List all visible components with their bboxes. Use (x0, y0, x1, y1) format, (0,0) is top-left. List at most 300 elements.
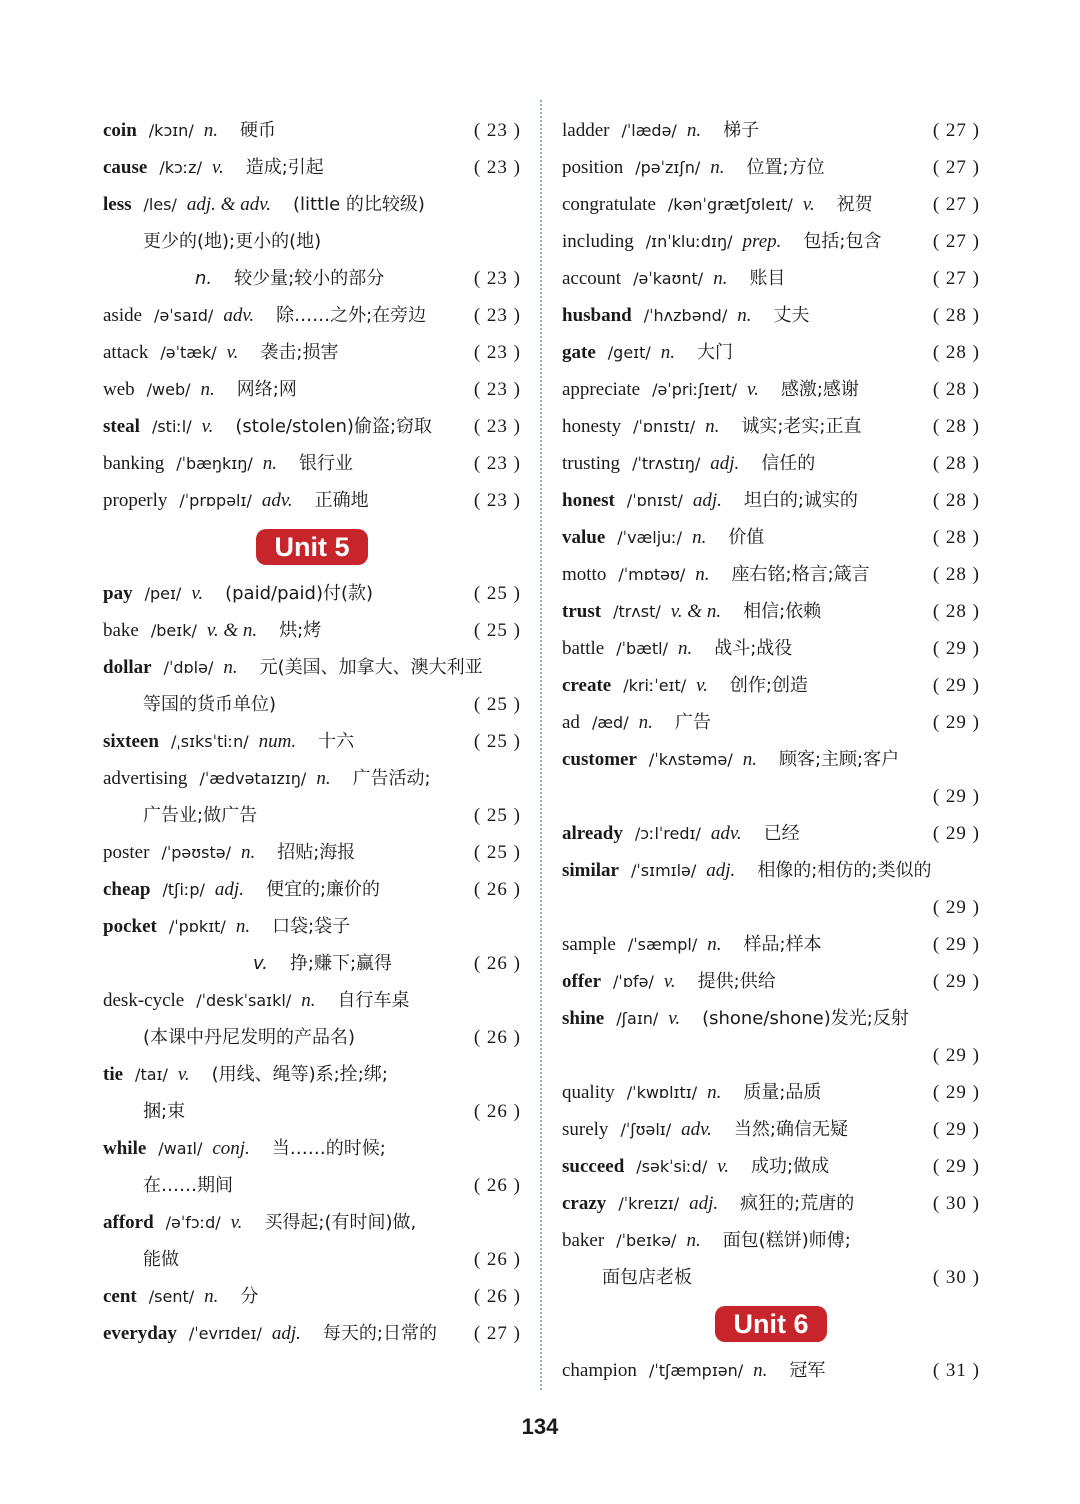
page-reference: ( 23 ) (473, 305, 521, 326)
chinese-meaning: 祝贺 (836, 194, 873, 215)
entry-continuation (103, 260, 521, 297)
vocab-entry (562, 1222, 980, 1259)
vocab-entry (562, 1148, 980, 1185)
chinese-meaning: 十六 (318, 731, 355, 752)
headword: already (562, 823, 623, 844)
chinese-meaning: 相信;依赖 (743, 601, 822, 622)
unit-heading (103, 519, 521, 575)
vocab-entry (562, 334, 980, 371)
chinese-meaning: 元(美国、加拿大、澳大利亚 (259, 657, 483, 678)
part-of-speech: n. (301, 990, 316, 1011)
vocab-entry (103, 575, 521, 612)
part-of-speech: n. (753, 1360, 768, 1381)
entry-continuation (103, 1241, 521, 1278)
page-reference: ( 23 ) (473, 268, 521, 289)
vocab-entry (562, 1185, 980, 1222)
part-of-speech: adj. (271, 1323, 301, 1344)
part-of-speech: v. & n. (670, 601, 722, 622)
part-of-speech: v. (201, 416, 214, 437)
chinese-meaning: 买得起;(有时间)做, (264, 1212, 417, 1233)
vocab-entry (103, 408, 521, 445)
chinese-meaning: 广告活动; (352, 768, 431, 789)
headword: aside (103, 305, 143, 326)
phonetic: /ˌsɪksˈtiːn/ (170, 732, 249, 751)
chinese-meaning: 提供;供给 (697, 971, 776, 992)
part-of-speech: v. (253, 953, 268, 974)
vocab-entry (562, 371, 980, 408)
phonetic: /ˈɒnɪst/ (626, 491, 683, 510)
left-column (103, 112, 521, 1352)
chinese-meaning: (用线、绳等)系;拴;绑; (211, 1064, 388, 1085)
headword: create (562, 675, 612, 696)
part-of-speech: n. (705, 416, 720, 437)
entry-continuation (103, 945, 521, 982)
part-of-speech: v. & n. (206, 620, 258, 641)
phonetic: /ˈdɒlə/ (163, 658, 214, 677)
part-of-speech: n. (677, 638, 693, 659)
part-of-speech: n. (710, 157, 725, 178)
headword: poster (103, 842, 150, 863)
chinese-meaning: (shone/shone)发光;反射 (702, 1008, 909, 1029)
headword: quality (562, 1082, 615, 1103)
continuation-text: 等国的货币单位) (143, 694, 277, 715)
page-reference: ( 29 ) (932, 786, 980, 807)
phonetic: /ˈkʌstəmə/ (648, 750, 733, 769)
vocab-entry (103, 1056, 521, 1093)
vocab-entry (562, 556, 980, 593)
page-reference: ( 23 ) (473, 416, 521, 437)
part-of-speech: v. (802, 194, 815, 215)
entry-continuation (103, 223, 521, 260)
part-of-speech: adj. (689, 1193, 719, 1214)
part-of-speech: adv. (710, 823, 742, 844)
page-reference: ( 28 ) (932, 342, 980, 363)
phonetic: /ˈsæmpl/ (627, 935, 698, 954)
page-reference: ( 23 ) (473, 342, 521, 363)
headword: cent (103, 1286, 137, 1307)
phonetic: /əˈkaʊnt/ (633, 269, 704, 288)
entry-continuation (103, 797, 521, 834)
page-reference: ( 23 ) (473, 453, 521, 474)
vocab-entry (103, 1130, 521, 1167)
chinese-meaning: 银行业 (299, 453, 354, 474)
phonetic: /səkˈsiːd/ (636, 1157, 708, 1176)
entry-continuation (103, 1019, 521, 1056)
headword: attack (103, 342, 149, 363)
phonetic: /web/ (146, 380, 191, 399)
vocab-entry (562, 704, 980, 741)
chinese-meaning: 已经 (763, 823, 800, 844)
entry-continuation (103, 686, 521, 723)
vocab-entry (103, 982, 521, 1019)
part-of-speech: adj. (692, 490, 722, 511)
vocab-entry (562, 1111, 980, 1148)
vocab-entry (562, 593, 980, 630)
phonetic: /geɪt/ (607, 343, 651, 362)
continuation-text: 广告业;做广告 (143, 805, 258, 826)
vocab-entry (103, 871, 521, 908)
phonetic: /ˈpɒkɪt/ (168, 917, 226, 936)
phonetic: /kɔːz/ (159, 158, 202, 177)
page-reference: ( 31 ) (932, 1360, 980, 1381)
page-reference: ( 26 ) (473, 1249, 521, 1270)
headword: sixteen (103, 731, 159, 752)
part-of-speech: adv. (223, 305, 255, 326)
page-reference: ( 27 ) (932, 120, 980, 141)
chinese-meaning: 广告 (674, 712, 711, 733)
continuation-text: v. 挣;赚下;赢得 (253, 953, 393, 974)
vocab-entry (103, 186, 521, 223)
phonetic: /ˈvæljuː/ (617, 528, 683, 547)
headword: customer (562, 749, 637, 770)
part-of-speech: n. (692, 527, 707, 548)
part-of-speech: v. (226, 342, 239, 363)
vocab-entry (103, 1315, 521, 1352)
phonetic: /beɪk/ (150, 621, 197, 640)
page-reference: ( 26 ) (473, 1101, 521, 1122)
chinese-meaning: 账目 (749, 268, 786, 289)
page-reference: ( 29 ) (932, 675, 980, 696)
part-of-speech: n. (204, 1286, 219, 1307)
headword: desk-cycle (103, 990, 185, 1011)
headword: succeed (562, 1156, 625, 1177)
page-reference: ( 28 ) (932, 379, 980, 400)
page-reference: ( 25 ) (473, 694, 521, 715)
entry-continuation (103, 1093, 521, 1130)
continuation-text (562, 897, 602, 918)
page-reference: ( 25 ) (473, 620, 521, 641)
part-of-speech: adj. & adv. (186, 194, 271, 215)
headword: web (103, 379, 135, 400)
page-reference: ( 26 ) (473, 1175, 521, 1196)
chinese-meaning: 战斗;战役 (714, 638, 793, 659)
headword: dollar (103, 657, 152, 678)
phonetic: /ʃaɪn/ (616, 1009, 659, 1028)
part-of-speech: adj. (706, 860, 736, 881)
phonetic: /ˈɒnɪstɪ/ (633, 417, 696, 436)
vocab-entry (103, 834, 521, 871)
headword: sample (562, 934, 616, 955)
phonetic: /trʌst/ (613, 602, 661, 621)
chinese-meaning: 丈夫 (773, 305, 810, 326)
vocab-entry (103, 112, 521, 149)
headword: honest (562, 490, 615, 511)
page-reference: ( 29 ) (932, 971, 980, 992)
page-reference: ( 23 ) (473, 490, 521, 511)
unit-badge: Unit 6 (715, 1306, 826, 1342)
chinese-meaning: 造成;引起 (245, 157, 324, 178)
headword: motto (562, 564, 607, 585)
headword: tie (103, 1064, 124, 1085)
phonetic: /əˈfɔːd/ (165, 1213, 221, 1232)
vocab-entry (562, 926, 980, 963)
page-reference: ( 29 ) (932, 638, 980, 659)
chinese-meaning: 冠军 (789, 1360, 826, 1381)
phonetic: /ˈmɒtəʊ/ (618, 565, 686, 584)
headword: ladder (562, 120, 610, 141)
part-of-speech: v. (663, 971, 676, 992)
phonetic: /ˈprɒpəlɪ/ (179, 491, 252, 510)
headword: value (562, 527, 606, 548)
vocab-entry (103, 371, 521, 408)
part-of-speech: v. (747, 379, 759, 400)
part-of-speech: n. (686, 120, 702, 141)
vocab-entry (562, 149, 980, 186)
page-reference: ( 28 ) (932, 601, 980, 622)
chinese-meaning: 疯狂的;荒唐的 (740, 1193, 855, 1214)
chinese-meaning: 面包(糕饼)师傅; (722, 1230, 851, 1251)
vocab-entry (103, 649, 521, 686)
chinese-meaning: 大门 (697, 342, 734, 363)
part-of-speech: conj. (212, 1138, 250, 1159)
headword: banking (103, 453, 165, 474)
chinese-meaning: 当然;确信无疑 (733, 1119, 848, 1140)
part-of-speech: v. (211, 157, 224, 178)
phonetic: /ˈhʌzbənd/ (643, 306, 728, 325)
vocab-entry (562, 519, 980, 556)
part-of-speech: n. (262, 453, 278, 474)
phonetic: /ˈædvətaɪzɪŋ/ (199, 769, 307, 788)
headword: battle (562, 638, 605, 659)
vocab-entry (562, 186, 980, 223)
headword: everyday (103, 1323, 177, 1344)
chinese-meaning: 自行车桌 (337, 990, 410, 1011)
vocab-entry (103, 1204, 521, 1241)
vocab-entry (562, 741, 980, 778)
headword: baker (562, 1230, 605, 1251)
continuation-text: 能做 (143, 1249, 179, 1270)
chinese-meaning: 正确地 (314, 490, 369, 511)
page-reference: ( 29 ) (932, 823, 980, 844)
page-reference: ( 28 ) (932, 527, 980, 548)
vocab-entry (103, 612, 521, 649)
phonetic: /ˈsɪmɪlə/ (631, 861, 697, 880)
chinese-meaning: 除……之外;在旁边 (276, 305, 427, 326)
unit-heading (562, 1296, 980, 1352)
vocab-entry (103, 297, 521, 334)
page-reference: ( 26 ) (473, 1286, 521, 1307)
vocab-entry (103, 482, 521, 519)
vocab-entry (562, 630, 980, 667)
headword: coin (103, 120, 137, 141)
part-of-speech: v. (230, 1212, 243, 1233)
page-reference: ( 27 ) (473, 1323, 521, 1344)
page-reference: ( 26 ) (473, 879, 521, 900)
chinese-meaning: 顾客;主顾;客户 (778, 749, 900, 770)
page-reference: ( 23 ) (473, 120, 521, 141)
phonetic: /ˈpəʊstə/ (161, 843, 231, 862)
continuation-text: 在……期间 (143, 1175, 233, 1196)
chinese-meaning: 袭击;损害 (260, 342, 339, 363)
headword: while (103, 1138, 147, 1159)
phonetic: /əˈtæk/ (160, 343, 217, 362)
page-reference: ( 28 ) (932, 305, 980, 326)
phonetic: /waɪl/ (158, 1139, 203, 1158)
chinese-meaning: (stole/stolen)偷盗;窃取 (235, 416, 433, 437)
headword: including (562, 231, 634, 252)
vocab-entry (103, 1278, 521, 1315)
vocab-entry (562, 297, 980, 334)
page-reference: ( 28 ) (932, 453, 980, 474)
headword: similar (562, 860, 619, 881)
part-of-speech: n. (707, 1082, 722, 1103)
page-reference: ( 30 ) (932, 1267, 980, 1288)
vocab-entry (103, 723, 521, 760)
page-reference: ( 29 ) (932, 934, 980, 955)
part-of-speech: n. (660, 342, 676, 363)
part-of-speech: n. (686, 1230, 701, 1251)
page-reference: ( 28 ) (932, 564, 980, 585)
chinese-meaning: 当……的时候; (271, 1138, 386, 1159)
phonetic: /ˈbætl/ (616, 639, 668, 658)
page-reference: ( 29 ) (932, 712, 980, 733)
page-reference: ( 26 ) (473, 953, 521, 974)
headword: advertising (103, 768, 188, 789)
phonetic: /tʃiːp/ (162, 880, 205, 899)
entry-continuation (562, 1259, 980, 1296)
headword: shine (562, 1008, 605, 1029)
part-of-speech: n. (195, 268, 213, 289)
vocab-entry (562, 667, 980, 704)
phonetic: /ˈbæŋkɪŋ/ (176, 454, 253, 473)
part-of-speech: n. (713, 268, 728, 289)
right-column (562, 112, 980, 1389)
vocab-entry (103, 908, 521, 945)
phonetic: /ˈdeskˈsaɪkl/ (196, 991, 292, 1010)
headword: honesty (562, 416, 622, 437)
page-reference: ( 27 ) (932, 194, 980, 215)
vocab-entry (562, 112, 980, 149)
page-reference: ( 30 ) (932, 1193, 980, 1214)
page-number: 134 (521, 1414, 559, 1439)
page-reference: ( 23 ) (473, 379, 521, 400)
page-reference: ( 25 ) (473, 805, 521, 826)
chinese-meaning: 创作;创造 (729, 675, 808, 696)
phonetic: /kriːˈeɪt/ (623, 676, 687, 695)
chinese-meaning: 位置;方位 (746, 157, 825, 178)
phonetic: /ˈkwɒlɪtɪ/ (626, 1083, 698, 1102)
entry-continuation (562, 1037, 980, 1074)
part-of-speech: n. (695, 564, 710, 585)
vocab-entry (562, 815, 980, 852)
headword: husband (562, 305, 632, 326)
part-of-speech: adv. (261, 490, 293, 511)
headword: offer (562, 971, 602, 992)
part-of-speech: n. (737, 305, 752, 326)
headword: ad (562, 712, 580, 733)
chinese-meaning: 每天的;日常的 (322, 1323, 437, 1344)
vocab-entry (562, 1000, 980, 1037)
page-reference: ( 28 ) (932, 416, 980, 437)
page-reference: ( 25 ) (473, 842, 521, 863)
page-reference: ( 29 ) (932, 1045, 980, 1066)
part-of-speech: v. (177, 1064, 190, 1085)
vocab-entry (562, 852, 980, 889)
phonetic: /sent/ (148, 1287, 195, 1306)
phonetic: /ˈtʃæmpɪən/ (648, 1361, 744, 1380)
chinese-meaning: 成功;做成 (751, 1156, 830, 1177)
vocab-entry (103, 334, 521, 371)
vocab-entry (103, 149, 521, 186)
chinese-meaning: 硬币 (239, 120, 276, 141)
continuation-text: 更少的(地);更小的(地) (143, 231, 322, 252)
vocab-entry (562, 408, 980, 445)
continuation-text (562, 786, 602, 807)
phonetic: /kənˈgrætʃʊleɪt/ (667, 195, 793, 214)
page-reference: ( 27 ) (932, 157, 980, 178)
page-reference: ( 28 ) (932, 490, 980, 511)
chinese-meaning: 梯子 (723, 120, 760, 141)
chinese-meaning: 相像的;相仿的;类似的 (757, 860, 932, 881)
phonetic: /peɪ/ (144, 584, 182, 603)
chinese-meaning: 价值 (728, 527, 765, 548)
continuation-text (562, 1045, 602, 1066)
headword: champion (562, 1360, 637, 1381)
chinese-meaning: 包括;包含 (803, 231, 882, 252)
continuation-text: 面包店老板 (602, 1267, 692, 1288)
entry-continuation (103, 1167, 521, 1204)
page-reference: ( 25 ) (473, 731, 521, 752)
phonetic: /ˈɒfə/ (613, 972, 654, 991)
phonetic: /les/ (143, 195, 177, 214)
headword: properly (103, 490, 168, 511)
part-of-speech: n. (203, 120, 218, 141)
part-of-speech: n. (742, 749, 757, 770)
part-of-speech: n. (707, 934, 722, 955)
vocab-entry (562, 1352, 980, 1389)
phonetic: /ˈʃʊəlɪ/ (620, 1120, 672, 1139)
headword: less (103, 194, 132, 215)
part-of-speech: num. (258, 731, 297, 752)
headword: afford (103, 1212, 154, 1233)
phonetic: /taɪ/ (135, 1065, 168, 1084)
part-of-speech: n. (240, 842, 256, 863)
headword: position (562, 157, 624, 178)
page-reference: ( 26 ) (473, 1027, 521, 1048)
chinese-meaning: 座右铭;格言;箴言 (731, 564, 870, 585)
headword: congratulate (562, 194, 656, 215)
part-of-speech: v. (191, 583, 204, 604)
page-reference: ( 29 ) (932, 897, 980, 918)
headword: trusting (562, 453, 621, 474)
vocab-entry (103, 445, 521, 482)
phonetic: /ˈbeɪkə/ (616, 1231, 677, 1250)
part-of-speech: prep. (742, 231, 782, 252)
chinese-meaning: 网络;网 (236, 379, 297, 400)
page-reference: ( 29 ) (932, 1119, 980, 1140)
page-reference: ( 27 ) (932, 231, 980, 252)
headword: cause (103, 157, 148, 178)
chinese-meaning: 烘;烤 (279, 620, 322, 641)
vocab-entry (562, 223, 980, 260)
chinese-meaning: 感激;感谢 (780, 379, 859, 400)
column-divider (540, 100, 542, 1390)
unit-badge: Unit 5 (256, 529, 367, 565)
part-of-speech: n. (200, 379, 215, 400)
phonetic: /pəˈzɪʃn/ (635, 158, 701, 177)
page-reference: ( 29 ) (932, 1082, 980, 1103)
phonetic: /ˈevrɪdeɪ/ (188, 1324, 262, 1343)
headword: steal (103, 416, 140, 437)
chinese-meaning: 坦白的;诚实的 (743, 490, 858, 511)
part-of-speech: n. (316, 768, 331, 789)
phonetic: /ˈtrʌstɪŋ/ (632, 454, 701, 473)
chinese-meaning: 诚实;老实;正直 (741, 416, 862, 437)
chinese-meaning: 分 (240, 1286, 259, 1307)
part-of-speech: n. (223, 657, 238, 678)
entry-continuation (562, 778, 980, 815)
chinese-meaning: 便宜的;廉价的 (265, 879, 381, 900)
